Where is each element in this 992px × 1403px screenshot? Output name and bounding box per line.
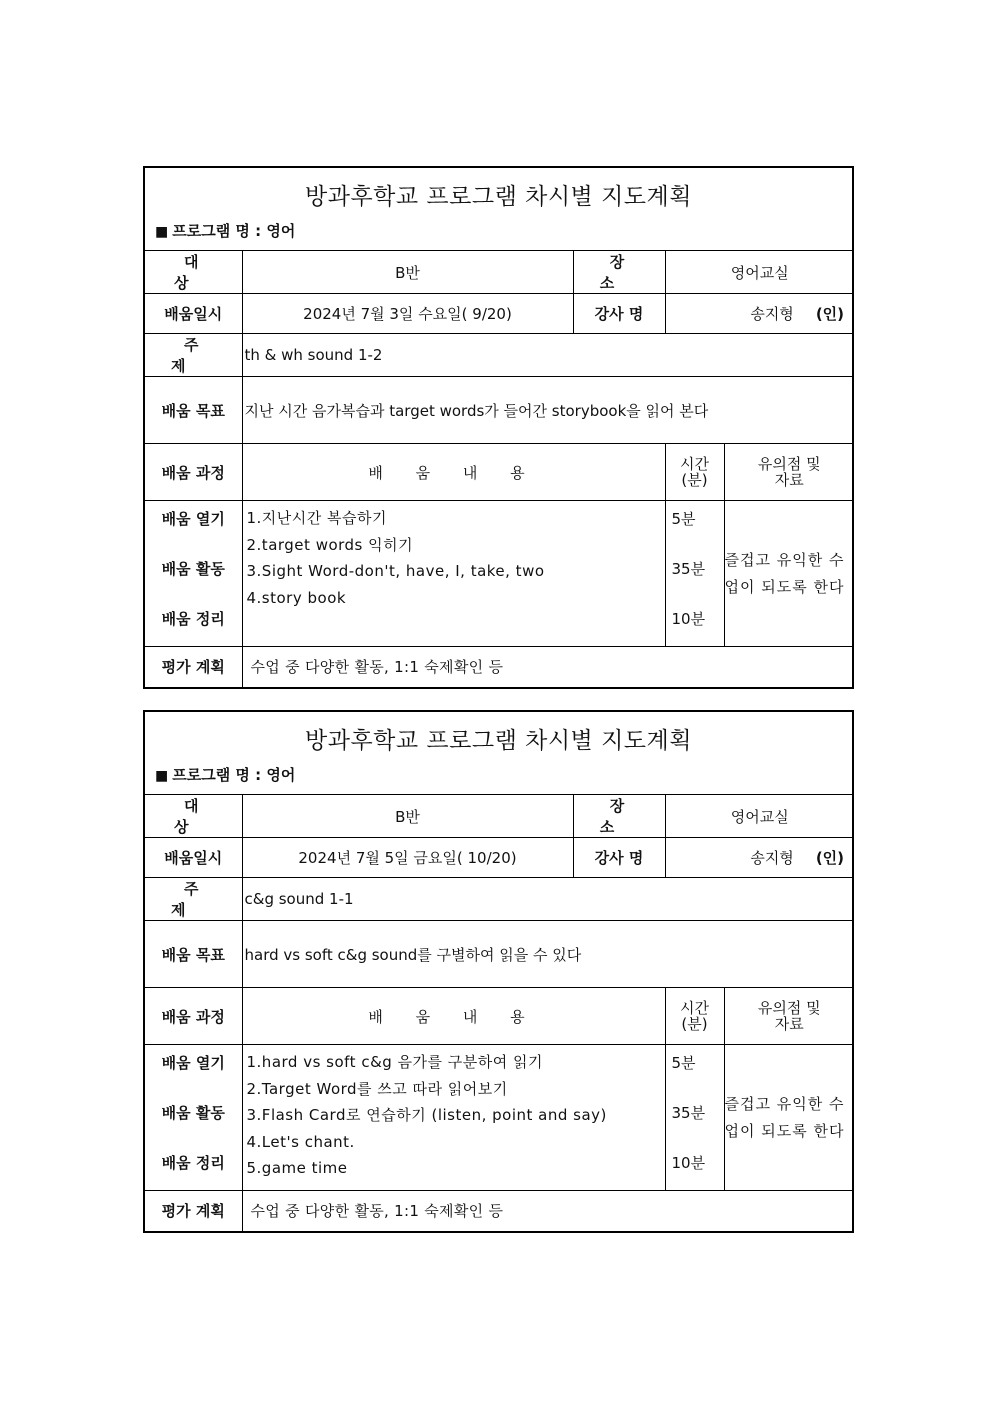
program-name-text: 프로그램 명 : 영어	[172, 766, 296, 784]
teacher-name: 송지형	[750, 849, 794, 867]
target-row	[145, 251, 854, 294]
time-header: 시간 (분)	[665, 444, 724, 501]
time-activity: 35분	[671, 1104, 706, 1122]
time-cell	[665, 1045, 724, 1191]
topic-value: c&g sound 1-1	[242, 878, 854, 921]
topic-row	[145, 878, 854, 921]
topic-label: 주 제	[145, 334, 242, 377]
place-label: 장 소	[573, 795, 665, 838]
list-item: 2.Target Word를 쓰고 따라 읽어보기	[246, 1079, 508, 1098]
program-name	[155, 220, 295, 241]
content-list	[243, 1045, 665, 1182]
target-label: 대 상	[145, 795, 242, 838]
content-header: 배 움 내 용	[242, 988, 665, 1045]
program-name-text: 프로그램 명 : 영어	[172, 222, 296, 240]
eval-value: 수업 중 다양한 활동, 1:1 숙제확인 등	[242, 647, 854, 687]
process-body-row	[145, 501, 854, 647]
plan-header	[145, 168, 852, 251]
date-label: 배움일시	[145, 294, 242, 334]
time-open: 5분	[671, 510, 696, 528]
teacher-label: 강사 명	[573, 294, 665, 334]
place-label: 장 소	[573, 251, 665, 294]
lesson-plan-1	[143, 166, 854, 689]
teacher-value	[665, 294, 854, 334]
date-row	[145, 294, 854, 334]
stage-close: 배움 정리	[161, 610, 225, 628]
content-cell	[242, 1045, 665, 1191]
square-bullet-icon: ■	[155, 224, 169, 240]
program-name	[155, 764, 295, 785]
stage-activity: 배움 활동	[161, 560, 225, 578]
content-list	[243, 501, 665, 611]
list-item: 1.hard vs soft c&g 음가를 구분하여 읽기	[246, 1053, 544, 1071]
process-label: 배움 과정	[145, 444, 242, 501]
list-item: 4.Let's chant.	[246, 1132, 355, 1151]
list-item: 3.Flash Card로 연습하기 (listen, point and say)	[246, 1106, 607, 1124]
goal-value: hard vs soft c&g sound를 구별하여 읽을 수 있다	[242, 921, 854, 988]
note-header: 유의점 및 자료	[724, 444, 854, 501]
place-value: 영어교실	[665, 795, 854, 838]
date-row	[145, 838, 854, 878]
goal-row	[145, 377, 854, 444]
plan-header	[145, 712, 852, 795]
goal-value: 지난 시간 음가복습과 target words가 들어간 storybook을 읽어 본다	[242, 377, 854, 444]
goal-row	[145, 921, 854, 988]
plan-table	[145, 251, 854, 687]
plan-title: 방과후학교 프로그램 차시별 지도계획	[305, 728, 692, 754]
place-value: 영어교실	[665, 251, 854, 294]
process-label: 배움 과정	[145, 988, 242, 1045]
note-header: 유의점 및 자료	[724, 988, 854, 1045]
time-header: 시간 (분)	[665, 988, 724, 1045]
stage-cell	[145, 501, 242, 647]
time-close: 10분	[671, 1154, 706, 1172]
content-cell	[242, 501, 665, 647]
eval-label: 평가 계획	[145, 1191, 242, 1231]
time-open: 5분	[671, 1054, 696, 1072]
stage-cell	[145, 1045, 242, 1191]
teacher-label: 강사 명	[573, 838, 665, 878]
process-header-row	[145, 444, 854, 501]
plan-title: 방과후학교 프로그램 차시별 지도계획	[305, 184, 692, 210]
stage-close: 배움 정리	[161, 1154, 225, 1172]
note-cell: 즐겁고 유익한 수업이 되도록 한다	[724, 501, 854, 647]
target-row	[145, 795, 854, 838]
topic-value: th & wh sound 1-2	[242, 334, 854, 377]
note-cell: 즐겁고 유익한 수업이 되도록 한다	[724, 1045, 854, 1191]
stage-open: 배움 열기	[161, 510, 225, 528]
stage-activity: 배움 활동	[161, 1104, 225, 1122]
square-bullet-icon: ■	[155, 768, 169, 784]
date-label: 배움일시	[145, 838, 242, 878]
list-item: 5.game time	[246, 1159, 348, 1177]
list-item: 2.target words 익히기	[246, 535, 414, 554]
eval-value: 수업 중 다양한 활동, 1:1 숙제확인 등	[242, 1191, 854, 1231]
time-cell	[665, 501, 724, 647]
target-value: B반	[242, 251, 573, 294]
goal-label: 배움 목표	[145, 377, 242, 444]
list-item: 3.Sight Word-don't, have, I, take, two	[246, 562, 545, 580]
plan-table	[145, 795, 854, 1231]
lesson-plan-2	[143, 710, 854, 1233]
teacher-value	[665, 838, 854, 878]
time-close: 10분	[671, 610, 706, 628]
goal-label: 배움 목표	[145, 921, 242, 988]
eval-row	[145, 1191, 854, 1231]
stage-open: 배움 열기	[161, 1054, 225, 1072]
date-value: 2024년 7월 5일 금요일( 10/20)	[242, 838, 573, 878]
time-activity: 35분	[671, 560, 706, 578]
seal-mark: (인)	[815, 849, 845, 867]
eval-label: 평가 계획	[145, 647, 242, 687]
seal-mark: (인)	[815, 305, 845, 323]
list-item: 4.story book	[246, 588, 347, 607]
target-label: 대 상	[145, 251, 242, 294]
content-header: 배 움 내 용	[242, 444, 665, 501]
target-value: B반	[242, 795, 573, 838]
topic-label: 주 제	[145, 878, 242, 921]
process-body-row	[145, 1045, 854, 1191]
list-item: 1.지난시간 복습하기	[246, 509, 388, 527]
teacher-name: 송지형	[750, 305, 794, 323]
date-value: 2024년 7월 3일 수요일( 9/20)	[242, 294, 573, 334]
process-header-row	[145, 988, 854, 1045]
eval-row	[145, 647, 854, 687]
topic-row	[145, 334, 854, 377]
